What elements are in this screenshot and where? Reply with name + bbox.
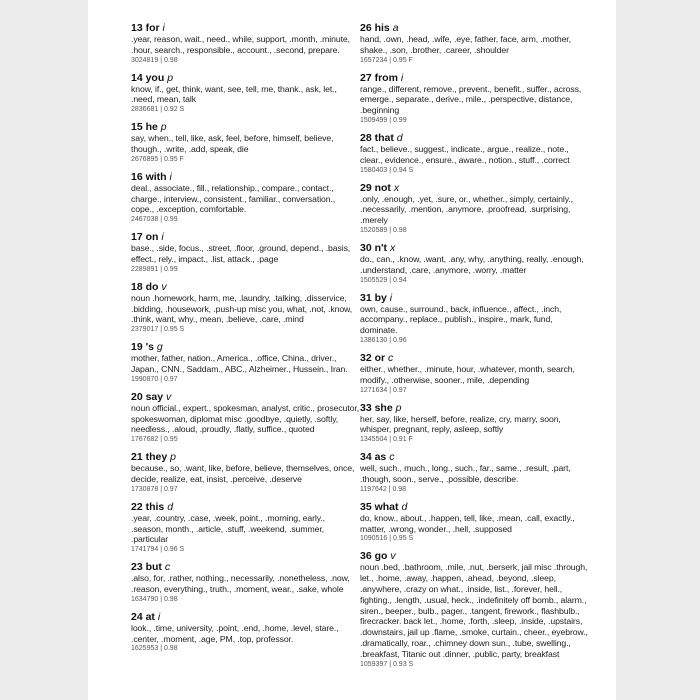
entry-headword <box>131 22 359 34</box>
dictionary-entry <box>360 182 588 235</box>
entry-headword <box>131 501 359 513</box>
dictionary-entry <box>360 22 588 65</box>
entry-headword <box>360 501 588 513</box>
entry-headword <box>360 72 588 84</box>
dictionary-entry <box>360 402 588 445</box>
entry-headword <box>360 550 588 562</box>
entry-collocates: either., whether., .minute, hour, .whatever, month, search, modify., .otherwise, sooner., mile, .depending <box>360 363 575 385</box>
entry-frequency: 1505529 | 0.94 <box>360 276 407 284</box>
entry-collocates: base., .side, focus., .street, .floor, .ground, depend., .basis, effect., rely., impact., .list, attack., .page <box>131 243 351 264</box>
entry-word: 36 go <box>360 550 388 563</box>
dictionary-entry <box>131 22 359 65</box>
entry-part-of-speech: d <box>396 131 403 144</box>
entry-collocates: noun .homework, harm, me, .laundry, .talking, .disservice, .bidding, .housework, .push-up misc you, what, .not, .know, .think, want, why., mean, .believe, .care, .mind <box>131 292 353 325</box>
entry-headword <box>131 72 359 84</box>
dictionary-entry <box>360 352 588 395</box>
entry-part-of-speech: a <box>392 22 399 34</box>
entry-frequency: 1625953 | 0.98 <box>131 645 178 653</box>
dictionary-entry <box>131 121 359 164</box>
entry-collocates: fact., believe., suggest., indicate., argue., realize., note., clear., evidence., ensure., aware., notion., stuff., .correct <box>360 143 570 165</box>
entry-frequency: 2289891 | 0.99 <box>131 265 178 273</box>
entry-part-of-speech: p <box>170 451 176 464</box>
entry-frequency: 1059397 | 0.93 S <box>360 660 414 668</box>
entry-word: 20 say <box>131 390 164 403</box>
entry-headword <box>360 352 588 364</box>
entry-frequency: 2467038 | 0.99 <box>131 216 178 224</box>
entry-word: 26 his <box>360 22 390 34</box>
entry-headword <box>131 451 359 463</box>
entry-collocates: well, such., much., long., such., far., same., .result, .part, .though, soon., serve., .possible, describe. <box>360 463 571 484</box>
entry-part-of-speech: i <box>169 170 172 183</box>
entry-word: 27 from <box>360 71 398 84</box>
entry-headword <box>131 171 359 183</box>
dictionary-entry <box>360 451 588 494</box>
entry-word: 17 on <box>131 231 159 244</box>
entry-part-of-speech: x <box>389 241 396 254</box>
entry-word: 19 's <box>131 341 154 354</box>
dictionary-entry <box>131 72 359 115</box>
entry-frequency: 1767682 | 0.95 <box>131 436 178 444</box>
entry-collocates: deal., associate., fill., relationship., compare., contact., charge., interview., consistent., familiar., conversation., cope., .exception, comfortable. <box>131 182 336 215</box>
right-column <box>360 22 588 676</box>
dictionary-entry <box>131 171 359 224</box>
entry-word: 22 this <box>131 500 165 513</box>
entry-part-of-speech: c <box>388 351 394 364</box>
dictionary-entry <box>131 281 359 334</box>
entry-part-of-speech: i <box>389 291 393 304</box>
entry-part-of-speech: i <box>161 231 164 244</box>
entry-frequency: 1990870 | 0.97 <box>131 375 178 383</box>
dictionary-entry <box>360 72 588 125</box>
dictionary-entry <box>360 292 588 345</box>
entry-part-of-speech: i <box>157 610 161 623</box>
entry-frequency: 2676895 | 0.95 F <box>131 155 184 163</box>
entry-collocates: .also, for, .rather, nothing., necessarily, .nonetheless, .now, .reason, everything., truth., .moment, wear., .sake, whole <box>131 573 350 594</box>
entry-part-of-speech: d <box>167 500 174 513</box>
entry-collocates: .only, .enough, .yet, .sure, or., whether., simply, certainly., .necessarily, .mention, .anymore, .proofread, .surprising, .merely <box>360 193 573 226</box>
dictionary-entry <box>131 561 359 604</box>
entry-frequency: 1345504 | 0.91 F <box>360 436 413 444</box>
entry-collocates: noun .bed, .bathroom, .mile, .nut, .berserk, jail misc .through, let., .home, .away, .happen, .ahead, .beyond, .sleep, .anywhere, .crazy on what., .inside, list., .forever, hell., fighting., .length, .usual, heck., .indefinitely off bomb., alarm., siren., beeper., bulb., pager., .tangent, firework., flashbulb., firecracker. back let., .home, .forth, .sleep, .inside, .upstairs, .downstairs, jail up .flame, .smoke, curtain., cheer., eyebrow., .dramatically, roar., .chimney down sun., .tube, swelling., .breakfast, Titanic out .dinner, .public, party, breakfast <box>360 562 588 659</box>
entry-headword <box>131 231 359 243</box>
dictionary-entry <box>131 341 359 384</box>
entry-word: 23 but <box>131 561 162 574</box>
entry-headword <box>131 281 359 293</box>
entry-frequency: 3024819 | 0.98 <box>131 56 178 64</box>
entry-frequency: 1520589 | 0.98 <box>360 226 407 234</box>
entry-collocates: do, know., about., .happen, tell, like, .mean, .call, exactly., matter, .wrong, wonder., .hell, .supposed <box>360 512 575 534</box>
entry-frequency: 1730878 | 0.97 <box>131 485 178 493</box>
dictionary-entry <box>360 132 588 175</box>
entry-word: 30 n't <box>360 241 388 254</box>
entry-collocates: because., so, .want, like, before, believe, themselves, once, decide, realize, eat, insist, .perceive, .deserve <box>131 463 355 484</box>
entry-word: 28 that <box>360 131 394 144</box>
entry-headword <box>131 391 359 403</box>
dictionary-entry <box>360 501 588 544</box>
entry-part-of-speech: g <box>156 341 163 354</box>
entry-part-of-speech: p <box>167 71 174 84</box>
entry-part-of-speech: v <box>161 280 167 293</box>
dictionary-entry <box>360 242 588 285</box>
entry-frequency: 1657234 | 0.95 F <box>360 56 413 64</box>
entry-headword <box>360 292 588 304</box>
entry-word: 24 at <box>131 610 155 623</box>
entry-collocates: hand, .own, .head, .wife, .eye, father, face, arm, .mother, shake., .son, .brother, .career, .shoulder <box>360 34 571 55</box>
entry-headword <box>131 611 359 623</box>
entry-collocates: her, say, like, herself, before, realize, cry, marry, soon, whisper, pregnant, reply, asleep, softly <box>360 413 561 435</box>
entry-headword <box>360 182 588 194</box>
entry-headword <box>360 22 588 34</box>
entry-part-of-speech: p <box>395 401 402 414</box>
entry-part-of-speech: i <box>162 22 165 34</box>
entry-collocates: own, cause., surround., back, influence., affect., .inch, accompany., replace., publish., inspire., mark, fund, dominate. <box>360 303 562 336</box>
entry-part-of-speech: c <box>389 451 395 464</box>
entry-headword <box>360 242 588 254</box>
entry-collocates: say, when., tell, like, ask, feel, before, himself, believe, though., .write, .add, speak, die <box>131 133 334 154</box>
entry-headword <box>360 402 588 414</box>
dictionary-entry <box>360 550 588 668</box>
entry-word: 29 not <box>360 181 391 194</box>
left-column <box>131 22 359 660</box>
entry-part-of-speech: i <box>400 71 404 84</box>
entry-word: 32 or <box>360 351 386 364</box>
entry-frequency: 2836681 | 0.92 S <box>131 106 185 114</box>
entry-part-of-speech: v <box>166 390 172 403</box>
entry-part-of-speech: x <box>393 181 400 194</box>
entry-frequency: 1634790 | 0.98 <box>131 595 178 603</box>
dictionary-entry <box>131 501 359 554</box>
entry-frequency: 1090516 | 0.95 S <box>360 535 414 543</box>
entry-word: 18 do <box>131 280 159 293</box>
entry-collocates: noun official., expert., spokesman, analyst, critic., prosecutor, spokeswoman, diplomat misc .goodbye, .quietly, .softly, needless., .aloud, .proudly, .flatly, suffice., quoted <box>131 402 360 435</box>
entry-frequency: 1509499 | 0.99 <box>360 116 407 124</box>
entry-word: 33 she <box>360 401 393 414</box>
entry-headword <box>131 561 359 573</box>
entry-collocates: look., .time, university, .point, .end, .home, .level, stare., .center, .moment, .age, PM, .top, professor. <box>131 622 339 644</box>
entry-headword <box>131 121 359 133</box>
entry-collocates: mother, father, nation., America., .office, China., driver., Japan., CNN., Saddam., ABC., Alzheimer., Hussein., Iran. <box>131 353 348 374</box>
entry-frequency: 1271634 | 0.97 <box>360 386 407 394</box>
entry-word: 16 with <box>131 170 167 183</box>
entry-frequency: 2379017 | 0.95 S <box>131 326 185 334</box>
entry-headword <box>131 341 359 353</box>
entry-headword <box>360 132 588 144</box>
entry-frequency: 1386130 | 0.96 <box>360 336 407 344</box>
entry-headword <box>360 451 588 463</box>
entry-part-of-speech: c <box>164 561 171 574</box>
dictionary-entry <box>131 391 359 444</box>
entry-word: 13 for <box>131 22 160 34</box>
entry-collocates: know, if., get, think, want, see, tell, me, thank., ask, let., .need, mean, talk <box>131 83 337 105</box>
entry-word: 34 as <box>360 451 387 464</box>
entry-word: 15 he <box>131 121 158 134</box>
entry-word: 14 you <box>131 71 165 84</box>
entry-collocates: .year, reason, wait., need., while, support, .month, .minute, .hour, search., responsible., account., .second, prepare. <box>131 34 350 55</box>
dictionary-entry <box>131 611 359 654</box>
entry-word: 35 what <box>360 500 399 513</box>
entry-part-of-speech: d <box>401 500 408 513</box>
entry-collocates: .year, .country, .case, .week, point., .morning, early., .season, month., .article, .stuff, .weekend, .summer, .particular <box>131 512 325 545</box>
entry-word: 21 they <box>131 451 168 464</box>
entry-frequency: 1580403 | 0.94 S <box>360 166 414 174</box>
entry-word: 31 by <box>360 291 387 304</box>
dictionary-page <box>88 0 616 700</box>
entry-part-of-speech: v <box>390 550 396 563</box>
dictionary-entry <box>131 231 359 274</box>
entry-part-of-speech: p <box>160 121 167 134</box>
dictionary-entry <box>131 451 359 494</box>
entry-frequency: 1741794 | 0.96 S <box>131 546 185 554</box>
entry-frequency: 1197642 | 0.98 <box>360 485 407 493</box>
entry-collocates: do., can., .know, .want, .any, why, .anything, really, .enough, .understand, .care, .anymore, .worry, .matter <box>360 253 584 275</box>
entry-collocates: range., different, remove., prevent., benefit., suffer., across, emerge., separate., derive., mile., .perspective, distance, .beginning <box>360 83 582 116</box>
